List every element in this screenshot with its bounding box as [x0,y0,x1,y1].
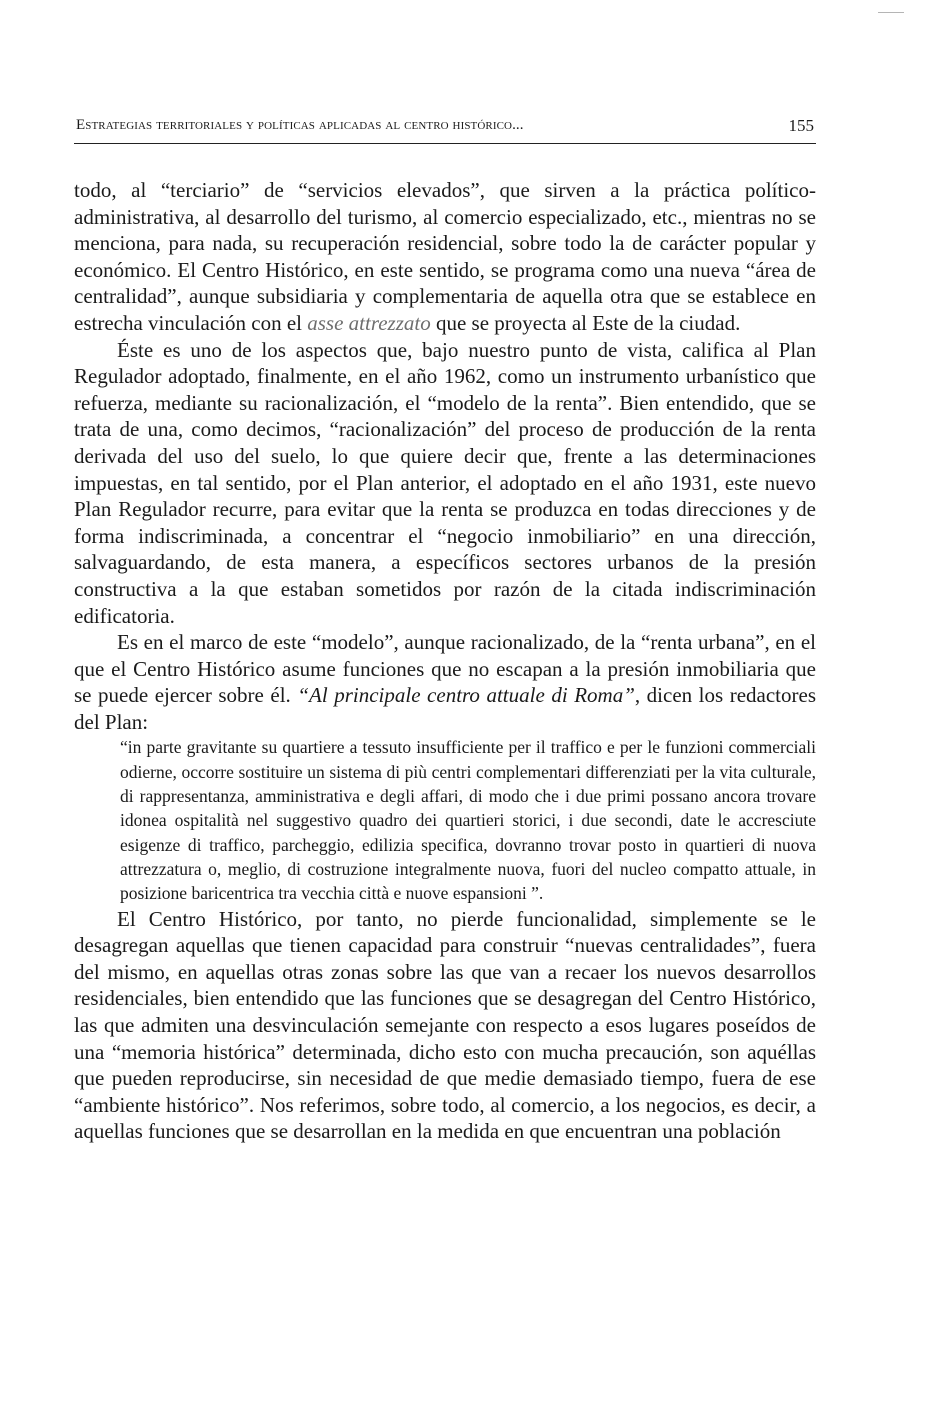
paragraph-1-italic: asse attrezzato [307,310,431,335]
body-text [74,177,816,1145]
paragraph-1-text: todo, al “terciario” de “servicios elevados”, que sirven a la práctica político-administrativa, al desarrollo del turismo, al comercio especializado, etc., mientras no se menciona, para nada, su recuperación residencial, sobre todo la de carácter popular y económico. El Centro Histórico, en este sentido, se programa como una nueva “área de centralidad”, aunque subsidiaria y complementaria de aquella otra que se establece en estrecha vinculación con el [74,178,816,335]
block-quote: “in parte gravitante su quartiere a tessuto insufficiente per il traffico e per le funzioni commerciali odierne, occorre sostituire un sistema di più centri complementari differenziati per la vita culturale, di rappresentanza, amministrativa e degli affari, di modo che i due primi possano ancora trovare idonea ospitalità nel suggestivo quadro dei quartieri storici, i due secondi, date le accresciute esigenze di traffico, parcheggio, edilizia specifica, dovranno trovar posto in quartieri di nuova attrezzatura o, meglio, di costruzione integralmente nuova, fuori del nucleo compatto attuale, in posizione baricentrica tra vecchia città e nuove espansioni ”. [120,737,816,904]
scan-edge-mark [878,12,904,13]
paragraph-1 [74,177,816,337]
paragraph-3-italic: “Al principale centro attuale di Roma” [297,683,635,708]
paragraph-2: Éste es uno de los aspectos que, bajo nuestro punto de vista, califica al Plan Regulador adoptado, finalmente, en el año 1962, como un instrumento urbanístico que refuerza, mediante su racionalización, el “modelo de la renta”. Bien entendido, que se trata de una, como decimos, “racionalización” del proceso de producción de la renta derivada del uso del suelo, lo que quiere decir que, frente a las determinaciones impuestas, en tal sentido, por el Plan anterior, el adoptado en el año 1931, este nuevo Plan Regulador recurre, para evitar que la renta se produzca en todas direcciones y de forma indiscriminada, a concentrar el “negocio inmobiliario” en una dirección, salvaguardando, de esta manera, a específicos sectores urbanos de la presión constructiva a la que estaban sometidos por razón de la citada indiscriminación edificatoria. [74,337,816,628]
running-title: Estrategias territoriales y políticas aplicadas al centro histórico... [76,117,524,133]
running-header [74,113,816,144]
paragraph-3 [74,629,816,735]
paragraph-1-tail: que se proyecta al Este de la ciudad. [430,310,741,335]
paragraph-4: El Centro Histórico, por tanto, no pierde funcionalidad, simplemente se le desagregan aquellas que tienen capacidad para construir “nuevas centralidades”, fuera del mismo, en aquellas otras zonas sobre las que van a recaer los nuevos desarrollos residenciales, bien entendido que las funciones que se desagregan del Centro Histórico, las que admiten una desvinculación semejante con respecto a esos lugares poseídos de una “memoria histórica” determinada, dicho esto con mucha precaución, son aquéllas que pueden reproducirse, sin necesidad de que medie demasiado tiempo, fuera de ese “ambiente histórico”. Nos referimos, sobre todo, al comercio, a los negocios, es decir, a aquellas funciones que se desarrollan en la medida en que encuentran una población [74,906,816,1144]
paragraph-3-text: Es en el marco de este “modelo”, aunque racionalizado, de la “renta urbana”, en el que el Centro Histórico asume funciones que no escapan a la presión inmobiliaria que se puede ejercer sobre él. [74,630,816,708]
paragraph-3-tail: , dicen los redactores del Plan: [74,683,816,734]
page-number: 155 [788,116,814,135]
